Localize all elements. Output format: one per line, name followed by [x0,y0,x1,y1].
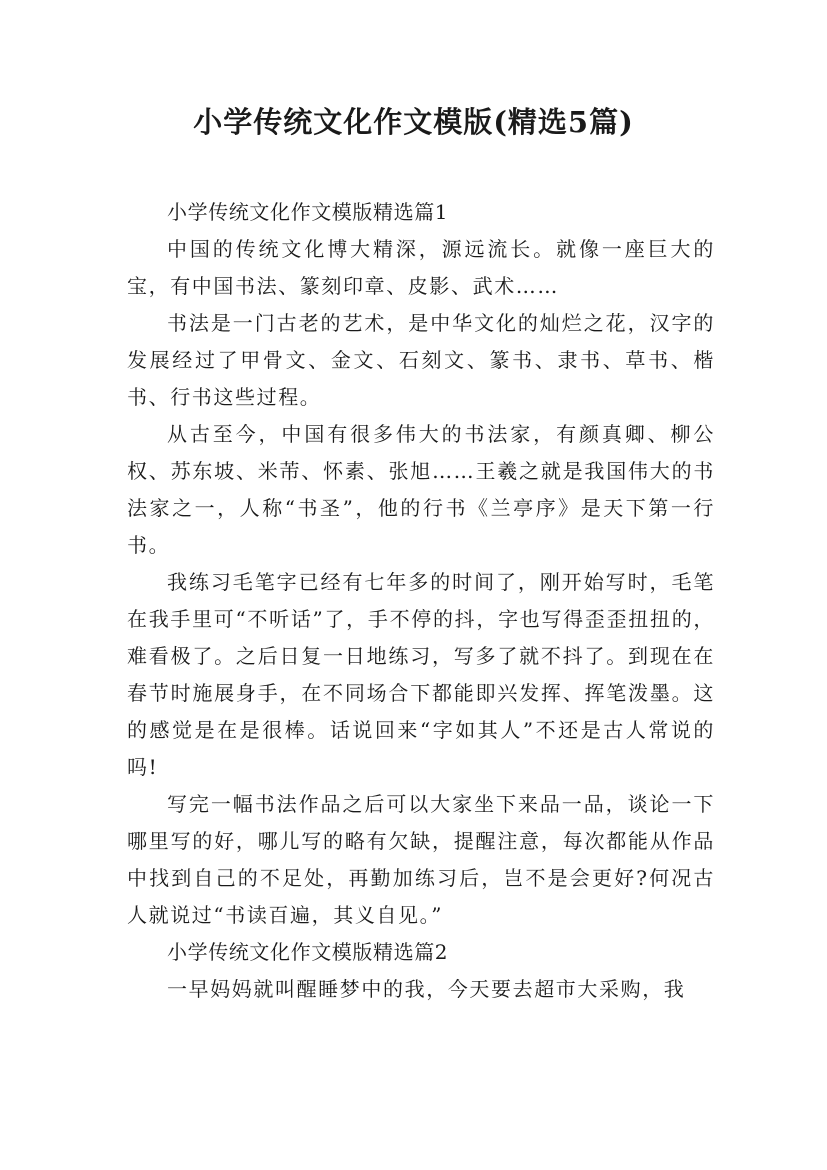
paragraph: 书法是一门古老的艺术，是中华文化的灿烂之花，汉字的发展经过了甲骨文、金文、石刻文、篆书、隶书、草书、楷书、行书这些过程。 [127,311,715,409]
paragraph: 从古至今，中国有很多伟大的书法家，有颜真卿、柳公权、苏东坡、米芾、怀素、张旭……王羲之就是我国伟大的书法家之一，人称“书圣”，他的行书《兰亭序》是天下第一行书。 [127,422,715,557]
paragraph: 中国的传统文化博大精深，源远流长。就像一座巨大的宝，有中国书法、篆刻印章、皮影、武术…… [127,237,715,298]
document-body [127,194,715,1008]
paragraph: 写完一幅书法作品之后可以大家坐下来品一品，谈论一下哪里写的好，哪儿写的略有欠缺，提醒注意，每次都能从作品中找到自己的不足处，再勤加练习后，岂不是会更好?何况古人就说过“书读百遍，其义自见。” [127,792,715,927]
paragraph: 一早妈妈就叫醒睡梦中的我，今天要去超市大采购，我 [167,977,686,1001]
paragraph: 我练习毛笔字已经有七年多的时间了，刚开始写时，毛笔在我手里可“不听话”了，手不停的抖，字也写得歪歪扭扭的，难看极了。之后日复一日地练习，写多了就不抖了。到现在在春节时施展身手，在不同场合下都能即兴发挥、挥笔泼墨。这的感觉是在是很棒。话说回来“字如其人”不还是古人常说的吗! [127,570,715,779]
section-heading-2: 小学传统文化作文模版精选篇2 [167,940,449,964]
document-title: 小学传统文化作文模版(精选5篇) [193,105,634,139]
section-heading-1: 小学传统文化作文模版精选篇1 [167,200,449,224]
